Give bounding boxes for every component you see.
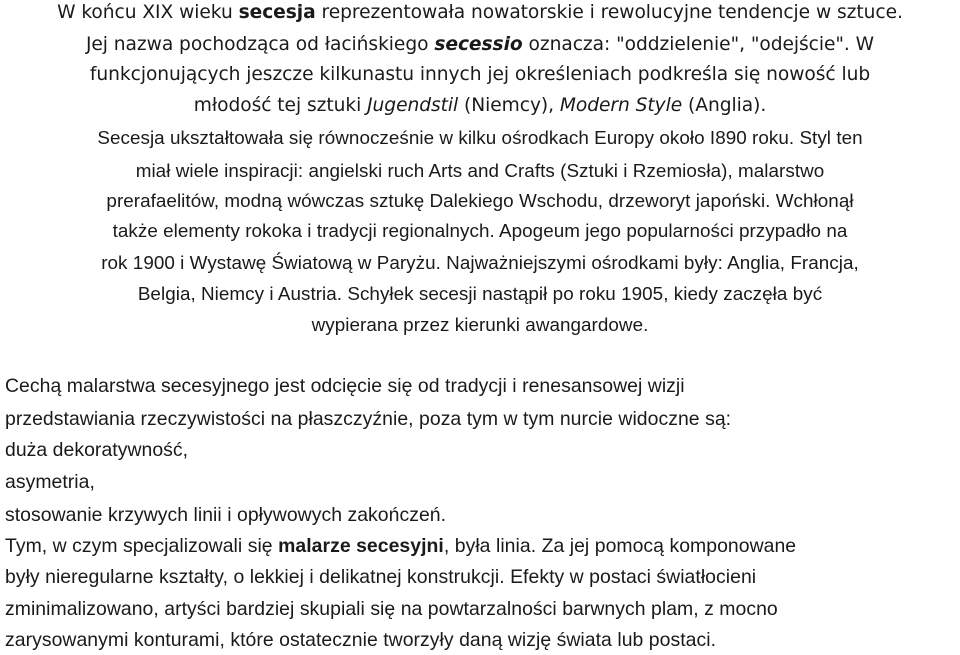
italic-term-jugendstil: Jugendstil: [367, 95, 459, 116]
italic-term-modern-style: Modern Style: [559, 95, 683, 116]
intro-line-3: funkcjonujących jeszcze kilkunastu innych jej określeniach podkreśla się nowość lub: [89, 64, 871, 85]
history-line-3: prerafaelitów, modną wówczas sztukę Dalekiego Wschodu, drzeworyt japoński. Wchłonął: [106, 190, 854, 211]
history-line-6: Belgia, Niemcy i Austria. Schyłek secesji nastąpił po roku 1905, kiedy zaczęła być: [137, 283, 823, 304]
text-run: reprezentowała nowatorskie i rewolucyjne tendencje w sztuce.: [315, 2, 903, 23]
history-line-2: miał wiele inspiracji: angielski ruch Arts and Crafts (Sztuki i Rzemiosła), malarstwo: [135, 160, 825, 181]
painting-line-8: zminimalizowano, artyści bardziej skupiali się na powtarzalności barwnych plam, z mocno: [5, 598, 778, 620]
bold-term-secesja: secesja: [238, 2, 316, 23]
bold-term-malarze-secesyjni: malarze secesyjni: [278, 535, 444, 557]
feature-item-decorativeness: duża dekoratywność,: [5, 439, 189, 461]
history-line-5: rok 1900 i Wystawę Światową w Paryżu. Najważniejszymi ośrodkami były: Anglia, Francja,: [101, 252, 859, 273]
text-run: młodość tej sztuki: [193, 95, 368, 116]
feature-item-asymmetry: asymetria,: [5, 471, 95, 493]
intro-line-2: [0, 36, 960, 55]
history-line-7: wypierana przez kierunki awangardowe.: [311, 314, 649, 335]
feature-item-curved-lines: stosowanie krzywych linii i opływowych zakończeń.: [5, 504, 447, 526]
history-line-1: Secesja ukształtowała się równocześnie w kilku ośrodkach Europy około I890 roku. Styl ten: [97, 127, 863, 148]
history-line-4: także elementy rokoka i tradycji regionalnych. Apogeum jego popularności przypadło na: [112, 220, 848, 241]
painting-line-9: zarysowanymi konturami, które ostatecznie tworzyły daną wizję świata lub postaci.: [5, 629, 717, 651]
text-run: Tym, w czym specjalizowali się: [5, 535, 279, 557]
bold-italic-term-secessio: secessio: [434, 34, 523, 55]
painting-line-7: były nieregularne kształty, o lekkiej i delikatnej konstrukcji. Efekty w postaci światłocieni: [5, 566, 757, 588]
text-run: (Anglia).: [682, 95, 767, 116]
text-run: oznacza: "oddzielenie", "odejście". W: [522, 34, 875, 55]
text-run: W końcu XIX wieku: [57, 2, 239, 23]
painting-line-1: Cechą malarstwa secesyjnego jest odcięcie się od tradycji i renesansowej wizji: [5, 375, 685, 397]
painting-line-6: [5, 537, 796, 556]
intro-line-4: [0, 97, 960, 116]
text-run: Jej nazwa pochodząca od łacińskiego: [85, 34, 435, 55]
intro-line-1: [0, 4, 960, 23]
text-run: (Niemcy),: [458, 95, 560, 116]
text-run: , była linia. Za jej pomocą komponowane: [443, 535, 797, 557]
painting-line-2: przedstawiania rzeczywistości na płaszczyźnie, poza tym w tym nurcie widoczne są:: [5, 408, 732, 430]
